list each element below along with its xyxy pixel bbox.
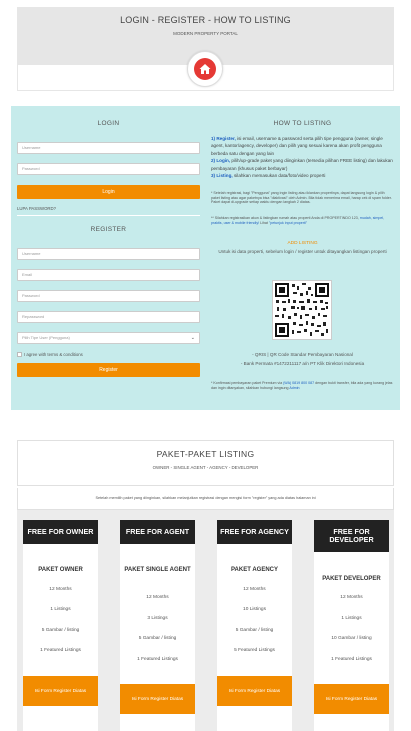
note2-text: ** Silahkan registrasikan akun & listingkan rumah atau properti Anda di PROPERTINDO 123, — [211, 216, 359, 220]
card-register-button[interactable]: Isi Form Register Diatas — [217, 676, 292, 706]
card-feature: 3 Listings — [147, 616, 168, 621]
card-feature: 1 Featured Listings — [40, 648, 81, 653]
card-feature: 1 Listings — [341, 616, 362, 621]
confirm-text-b: dengan bukti transfer, bila ada yang kurang jelas dan ingin ditanyakan, silahkan hubungi langsung — [211, 381, 393, 390]
step1-text: isi email, username & password serta pilih tipe pengguna (owner, single agent, kantor/agency, developer) dan pilih yang sesuai karena akan profit pengguna berbeda satu dengan yang lain — [211, 136, 383, 156]
note2-link[interactable]: mudah, simpel, praktis, user & mobile friendly! — [211, 216, 385, 225]
qr-code-icon — [273, 281, 331, 339]
card-feature: 10 Gambar / listing — [331, 636, 372, 641]
howto-note-1: * Setelah registrasi, bagi "Pengguna" yang ingin listing atau iklankan propertinya, dapat langsung login & pilih paket listing atau agar paketnya bisa "diaktivasi" oleh Admin. Bila tidak menerima email, harap cek di spam folder. Paket dapat di-upgrade setiap waktu dengan langkah 2 diatas. — [211, 191, 392, 204]
terms-checkbox[interactable] — [17, 352, 22, 357]
admin-link[interactable]: Admin — [289, 385, 300, 390]
register-password-input[interactable]: Password — [17, 290, 200, 302]
login-button[interactable]: Login — [17, 185, 200, 199]
card-package-name: PAKET DEVELOPER — [322, 576, 381, 582]
login-password-input[interactable]: Password — [17, 163, 200, 175]
confirm-text-a: * Konfirmasi pembayaran paket Premium via — [211, 381, 283, 385]
card-header: FREE FOR DEVELOPER — [314, 520, 389, 552]
register-repassword-input[interactable]: Repassword — [17, 311, 200, 323]
howto-heading: HOW TO LISTING — [273, 120, 332, 127]
card-package-name: PAKET OWNER — [38, 567, 83, 573]
login-heading: LOGIN — [97, 120, 120, 127]
whatsapp-link[interactable]: (WA) 0819 800 087 — [283, 381, 315, 385]
card-feature: 1 Featured Listings — [331, 657, 372, 662]
user-type-selected: Pilih Tipe User (Pengguna) — [22, 335, 70, 340]
page-subtitle: MODERN PROPERTY PORTAL — [173, 31, 238, 36]
card-feature: 12 Months — [146, 595, 169, 600]
card-package-name: PAKET AGENCY — [230, 567, 278, 573]
login-username-input[interactable]: Username — [17, 142, 200, 154]
house-logo-icon — [194, 58, 216, 80]
card-feature: 5 Featured Listings — [234, 648, 275, 653]
card-package-name: PAKET SINGLE AGENT — [124, 567, 191, 573]
package-card-agency — [217, 520, 292, 731]
step2-label: 2) Login, — [211, 158, 231, 164]
card-feature: 10 Listings — [243, 607, 266, 612]
package-card-developer — [314, 520, 389, 731]
site-logo[interactable] — [187, 51, 223, 87]
card-feature: 12 Months — [243, 587, 266, 592]
terms-label: I agree with terms & conditions — [24, 352, 83, 357]
page-title: LOGIN - REGISTER - HOW TO LISTING — [120, 15, 291, 25]
step1-label: 1) Register, — [211, 136, 236, 141]
packages-header-box — [17, 440, 394, 486]
card-feature: 1 Listings — [50, 607, 71, 612]
packages-description: Setelah memilih paket yang diinginkan, silahkan melanjutkan registrasi dengan mengisi form "register" yang ada diatas halaman ini — [95, 496, 316, 500]
card-feature: 5 Gambar / listing — [41, 628, 80, 633]
card-feature: 12 Months — [49, 587, 72, 592]
card-register-button[interactable]: Isi Form Register Diatas — [120, 684, 195, 714]
add-listing-desc: Untuk isi data properti, sebelum login / register untuk ditayangkan listingan properti — [218, 249, 387, 254]
howto-steps — [211, 135, 394, 179]
card-register-button[interactable]: Isi Form Register Diatas — [314, 684, 389, 714]
card-feature: 1 Featured Listings — [137, 657, 178, 662]
register-username-input[interactable]: Username — [17, 248, 200, 260]
forgot-password-link[interactable]: LUPA PASSWORD? — [17, 206, 57, 211]
login-divider — [17, 215, 200, 216]
bank-info: - Bank Permata #1472211117 a/n PT Klik Direktori Indonesia — [240, 361, 365, 366]
step2-text: pilih/up-grade paket yang diinginkan (tersedia pilihan FREE listing) dan lakukan pembayaran (khusus paket berbayar) — [211, 158, 393, 171]
qris-info: - QRIS | QR Code Standar Pembayaran Nasional — [252, 352, 353, 357]
add-listing-link[interactable]: ADD LISTING — [287, 241, 318, 246]
package-card-owner — [23, 520, 98, 731]
card-feature: 5 Gambar / listing — [138, 636, 177, 641]
register-heading: REGISTER — [90, 226, 127, 233]
card-header: FREE FOR AGENCY — [217, 520, 292, 544]
step3-label: 3) Listing, — [211, 173, 233, 179]
card-header: FREE FOR AGENT — [120, 520, 195, 544]
howto-note-2 — [211, 216, 394, 225]
card-feature: 12 Months — [340, 595, 363, 600]
user-type-select[interactable] — [17, 332, 200, 344]
note2-see: Lihat — [260, 220, 268, 225]
package-card-agent — [120, 520, 195, 731]
packages-title: PAKET-PAKET LISTING — [156, 449, 255, 459]
payment-confirm-note — [211, 381, 394, 390]
register-button[interactable]: Register — [17, 363, 200, 377]
chevron-down-icon: ⌄ — [190, 335, 195, 341]
packages-subtitle: OWNER - SINGLE AGENT - AGENCY - DEVELOPER — [152, 465, 259, 470]
card-register-button[interactable]: Isi Form Register Diatas — [23, 676, 98, 706]
card-header: FREE FOR OWNER — [23, 520, 98, 544]
input-guide-link[interactable]: "petunjuk input properti" — [268, 220, 308, 225]
register-email-input[interactable]: Email — [17, 269, 200, 281]
card-feature: 5 Gambar / listing — [235, 628, 274, 633]
step3-text: silahkan memasukan data/foto/video properti — [233, 173, 326, 179]
qris-code-image — [272, 280, 332, 340]
